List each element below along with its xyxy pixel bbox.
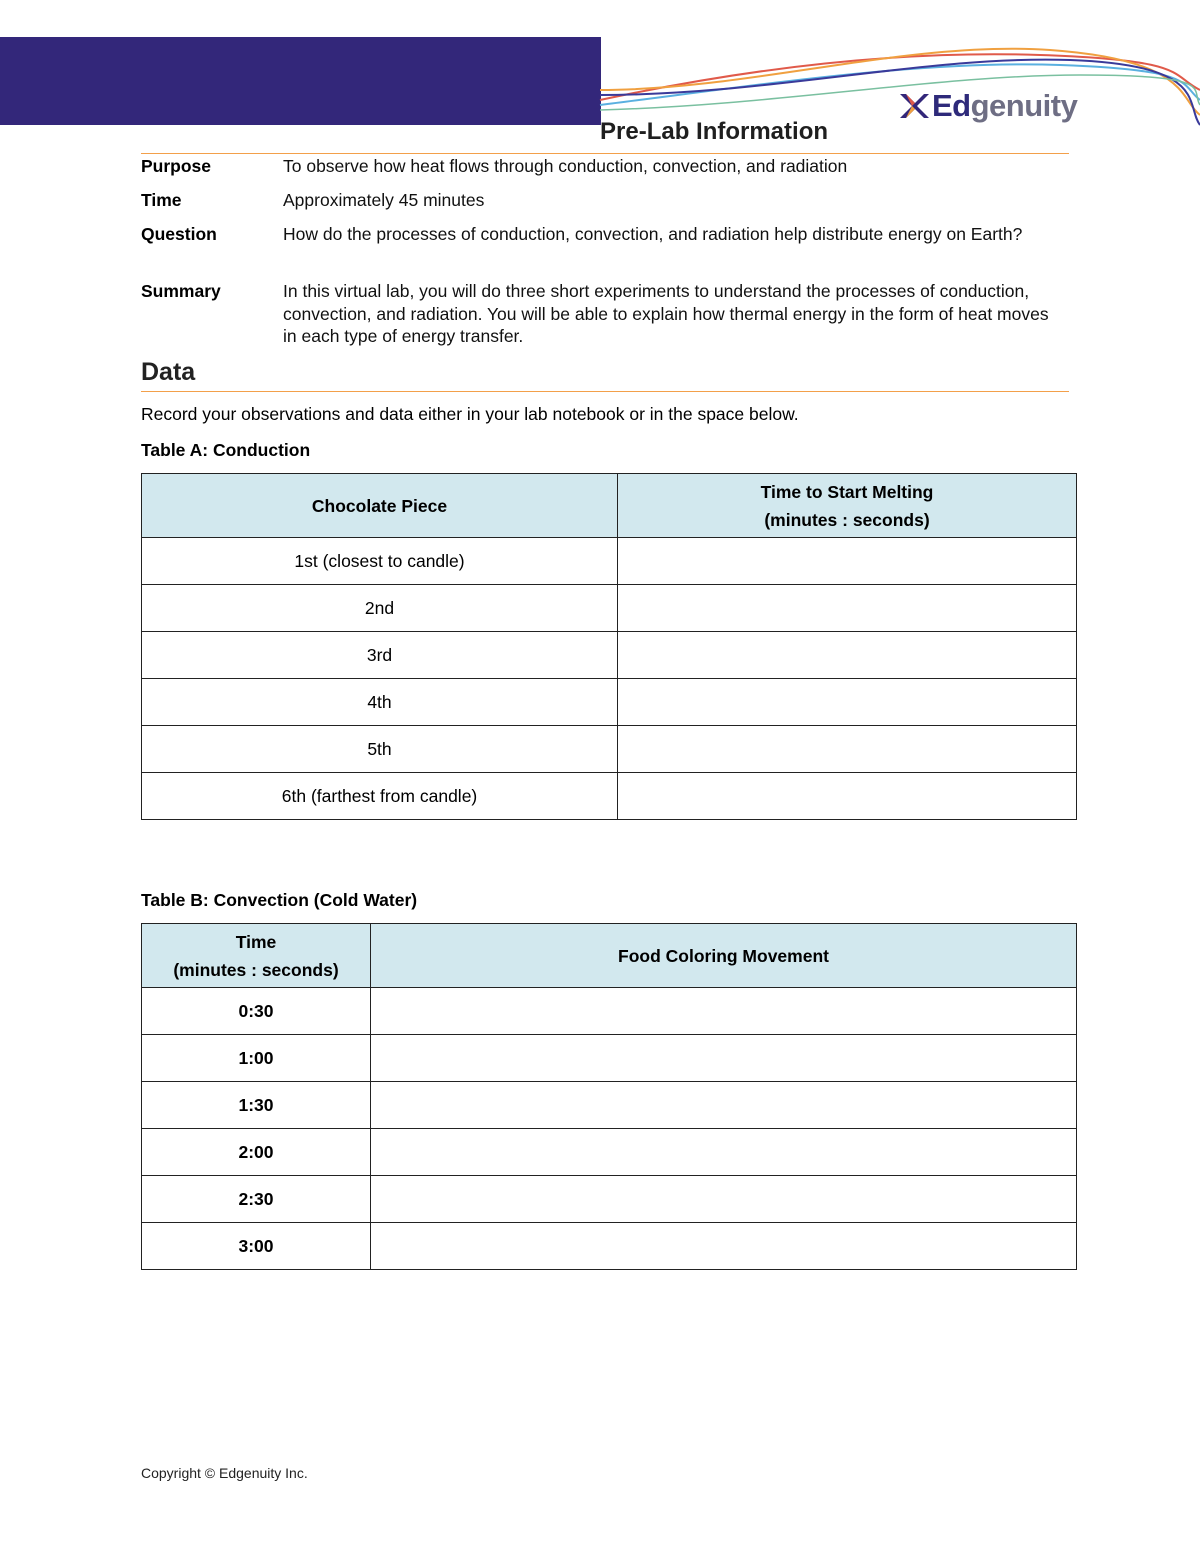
movement-cell[interactable] xyxy=(371,1082,1077,1129)
info-value: In this virtual lab, you will do three short experiments to understand the processes of conduction, convection, and radiation. You will be able to explain how thermal energy in the form of heat moves in each type of energy transfer. xyxy=(283,281,1049,346)
convection-table xyxy=(141,923,1077,1270)
info-label: Purpose xyxy=(141,156,212,176)
info-label: Question xyxy=(141,224,217,244)
movement-cell[interactable] xyxy=(371,1035,1077,1082)
copyright-text: Copyright © Edgenuity Inc. xyxy=(141,1465,308,1481)
melt-time-cell[interactable] xyxy=(618,679,1077,726)
table-a-caption: Table A: Conduction xyxy=(141,440,311,460)
time-cell: 1:30 xyxy=(142,1082,371,1129)
conduction-table xyxy=(141,473,1077,820)
header-line: (minutes : seconds) xyxy=(764,509,930,530)
piece-cell: 3rd xyxy=(142,632,618,679)
info-row-question xyxy=(141,223,1071,246)
header-line: Time xyxy=(235,931,277,952)
table-row xyxy=(142,1223,1077,1270)
piece-cell: 6th (farthest from candle) xyxy=(142,773,618,820)
info-value: How do the processes of conduction, convection, and radiation help distribute energy on Earth? xyxy=(283,224,1023,244)
header-banner xyxy=(0,37,601,125)
header-time xyxy=(142,924,371,988)
info-label: Summary xyxy=(141,281,221,301)
melt-time-cell[interactable] xyxy=(618,538,1077,585)
movement-cell[interactable] xyxy=(371,1129,1077,1176)
time-cell: 1:00 xyxy=(142,1035,371,1082)
table-b-caption: Table B: Convection (Cold Water) xyxy=(141,890,418,910)
piece-cell: 4th xyxy=(142,679,618,726)
melt-time-cell[interactable] xyxy=(618,773,1077,820)
data-divider xyxy=(141,391,1069,392)
time-cell: 2:00 xyxy=(142,1129,371,1176)
table-row xyxy=(142,538,1077,585)
piece-cell: 1st (closest to candle) xyxy=(142,538,618,585)
time-cell: 0:30 xyxy=(142,988,371,1035)
info-row-summary xyxy=(141,280,1071,348)
header-line: (minutes : seconds) xyxy=(173,959,339,980)
table-row xyxy=(142,726,1077,773)
edgenuity-x-icon xyxy=(898,90,930,122)
info-value: To observe how heat flows through conduction, convection, and radiation xyxy=(283,156,848,176)
prelab-divider xyxy=(141,153,1069,154)
header-time-to-melt xyxy=(618,474,1077,538)
table-row xyxy=(142,1082,1077,1129)
data-section-title: Data xyxy=(141,358,196,386)
brand-name: Edgenuity xyxy=(932,88,1078,123)
table-row xyxy=(142,632,1077,679)
movement-cell[interactable] xyxy=(371,1223,1077,1270)
piece-cell: 5th xyxy=(142,726,618,773)
movement-cell[interactable] xyxy=(371,988,1077,1035)
info-value: Approximately 45 minutes xyxy=(283,190,485,210)
header-line: Time to Start Melting xyxy=(760,481,934,502)
header-chocolate-piece: Chocolate Piece xyxy=(142,474,618,538)
melt-time-cell[interactable] xyxy=(618,726,1077,773)
edgenuity-logo xyxy=(898,86,1077,126)
table-header-row xyxy=(142,924,1077,988)
table-row xyxy=(142,1035,1077,1082)
info-row-time xyxy=(141,189,1071,212)
time-cell: 2:30 xyxy=(142,1176,371,1223)
melt-time-cell[interactable] xyxy=(618,632,1077,679)
movement-cell[interactable] xyxy=(371,1176,1077,1223)
table-row xyxy=(142,773,1077,820)
time-cell: 3:00 xyxy=(142,1223,371,1270)
data-instructions: Record your observations and data either in your lab notebook or in the space below. xyxy=(141,404,799,424)
info-row-purpose xyxy=(141,155,1071,178)
table-row xyxy=(142,679,1077,726)
table-row xyxy=(142,988,1077,1035)
info-label: Time xyxy=(141,190,182,210)
piece-cell: 2nd xyxy=(142,585,618,632)
table-row xyxy=(142,1176,1077,1223)
melt-time-cell[interactable] xyxy=(618,585,1077,632)
header-food-coloring: Food Coloring Movement xyxy=(371,924,1077,988)
prelab-title: Pre-Lab Information xyxy=(600,118,829,145)
table-row xyxy=(142,1129,1077,1176)
table-row xyxy=(142,585,1077,632)
table-header-row xyxy=(142,474,1077,538)
